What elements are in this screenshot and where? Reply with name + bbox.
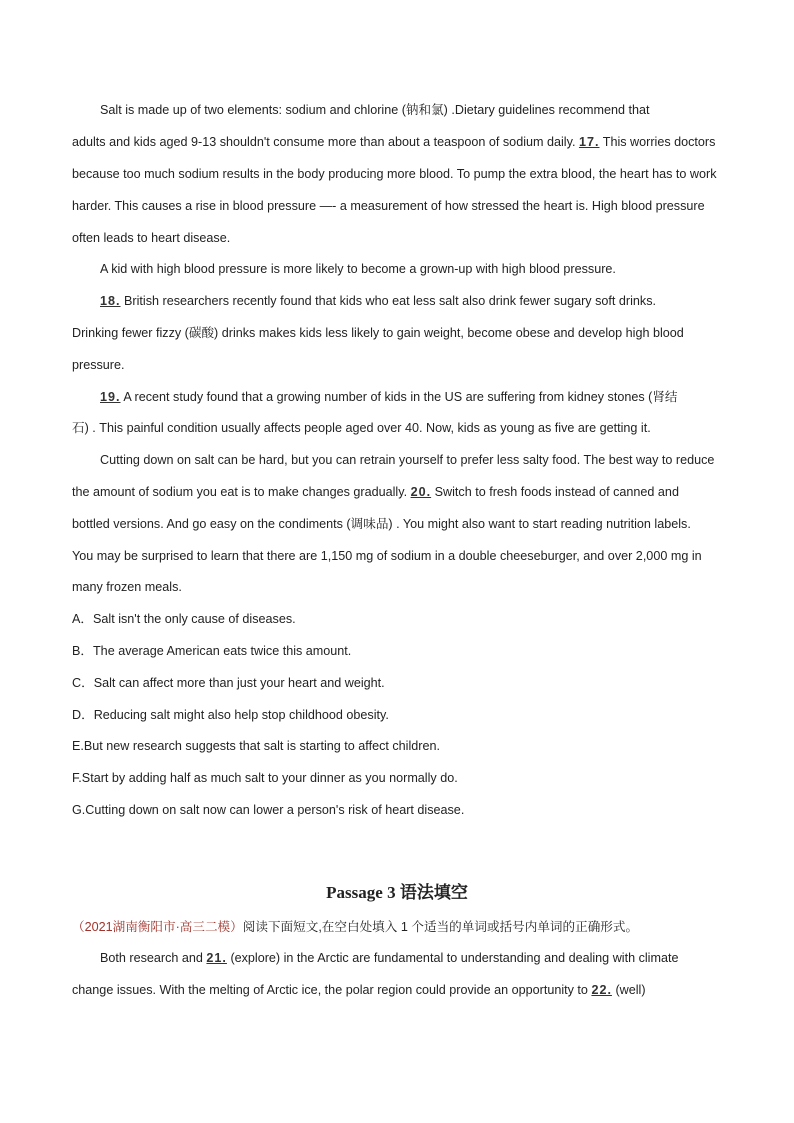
p3-text-line1-a: Both research and	[100, 951, 203, 965]
source-label: （2021湖南衡阳市·高三二模）	[72, 920, 243, 934]
option-c: C．Salt can affect more than just your heart and weight.	[72, 676, 385, 690]
p4-line1	[100, 388, 678, 406]
p3-text-line2-b: (well)	[615, 983, 646, 997]
p5-line3: bottled versions. And go easy on the condiments (调味品) . You might also want to start reading nutrition labels.	[72, 517, 691, 531]
passage3-heading: Passage 3 语法填空	[326, 883, 468, 902]
p1-line2-text: adults and kids aged 9-13 shouldn't consume more than about a teaspoon of sodium daily.	[72, 135, 576, 149]
blank-22[interactable]: 22.	[591, 983, 612, 997]
p3-text-line2-a: change issues. With the melting of Arctic ice, the polar region could provide an opportunity to	[72, 983, 588, 997]
blank-17[interactable]: 17.	[578, 135, 600, 149]
option-a: A．Salt isn't the only cause of diseases.	[72, 612, 296, 626]
p1-line3: because too much sodium results in the body producing more blood. To pump the extra blood, the heart has to work	[72, 167, 717, 181]
p5-line5: many frozen meals.	[72, 580, 182, 594]
p2-line1: A kid with high blood pressure is more likely to become a grown-up with high blood pressure.	[100, 262, 616, 276]
option-f: F.Start by adding half as much salt to your dinner as you normally do.	[72, 771, 458, 785]
p3-text-line1	[100, 949, 678, 967]
p3-line1	[100, 292, 656, 310]
blank-20[interactable]: 20.	[410, 485, 432, 499]
passage3-instruction-line	[72, 918, 638, 936]
option-d: D．Reducing salt might also help stop childhood obesity.	[72, 708, 389, 722]
p5-line2-text-b: Switch to fresh foods instead of canned and	[434, 485, 679, 499]
instruction-text: 阅读下面短文,在空白处填入 1 个适当的单词或括号内单词的正确形式。	[242, 920, 639, 934]
option-b: B．The average American eats twice this amount.	[72, 644, 352, 658]
blank-18[interactable]: 18.	[100, 294, 121, 308]
p4-line1-text: A recent study found that a growing number of kids in the US are suffering from kidney stones (肾结	[123, 390, 678, 404]
p1-line2	[72, 133, 715, 151]
p3-text-line1-b: (explore) in the Arctic are fundamental to understanding and dealing with climate	[230, 951, 679, 965]
p1-line5: often leads to heart disease.	[72, 231, 231, 245]
p5-line1: Cutting down on salt can be hard, but you can retrain yourself to prefer less salty food. The best way to reduce	[100, 453, 715, 467]
p5-line2	[72, 483, 679, 501]
blank-19[interactable]: 19.	[100, 390, 121, 404]
p3-line1-text: British researchers recently found that kids who eat less salt also drink fewer sugary soft drinks.	[124, 294, 656, 308]
p5-line2-text: the amount of sodium you eat is to make changes gradually.	[72, 485, 408, 499]
p1-line1: Salt is made up of two elements: sodium and chlorine (钠和氯) .Dietary guidelines recommend that	[100, 103, 650, 117]
p4-line2: 石) . This painful condition usually affects people aged over 40. Now, kids as young as five are getting it.	[72, 421, 651, 435]
p1-line4: harder. This causes a rise in blood pressure —- a measurement of how stressed the heart is. High blood pressure	[72, 199, 705, 213]
p5-line4: You may be surprised to learn that there are 1,150 mg of sodium in a double cheeseburger, and over 2,000 mg in	[72, 549, 702, 563]
blank-21[interactable]: 21.	[206, 951, 227, 965]
option-g: G.Cutting down on salt now can lower a person's risk of heart disease.	[72, 803, 465, 817]
p3-line3: pressure.	[72, 358, 125, 372]
p3-text-line2	[72, 981, 646, 999]
p1-line2-text-b: This worries doctors	[602, 135, 716, 149]
p3-line2: Drinking fewer fizzy (碳酸) drinks makes kids less likely to gain weight, become obese and develop high blood	[72, 326, 684, 340]
option-e: E.But new research suggests that salt is starting to affect children.	[72, 739, 440, 753]
